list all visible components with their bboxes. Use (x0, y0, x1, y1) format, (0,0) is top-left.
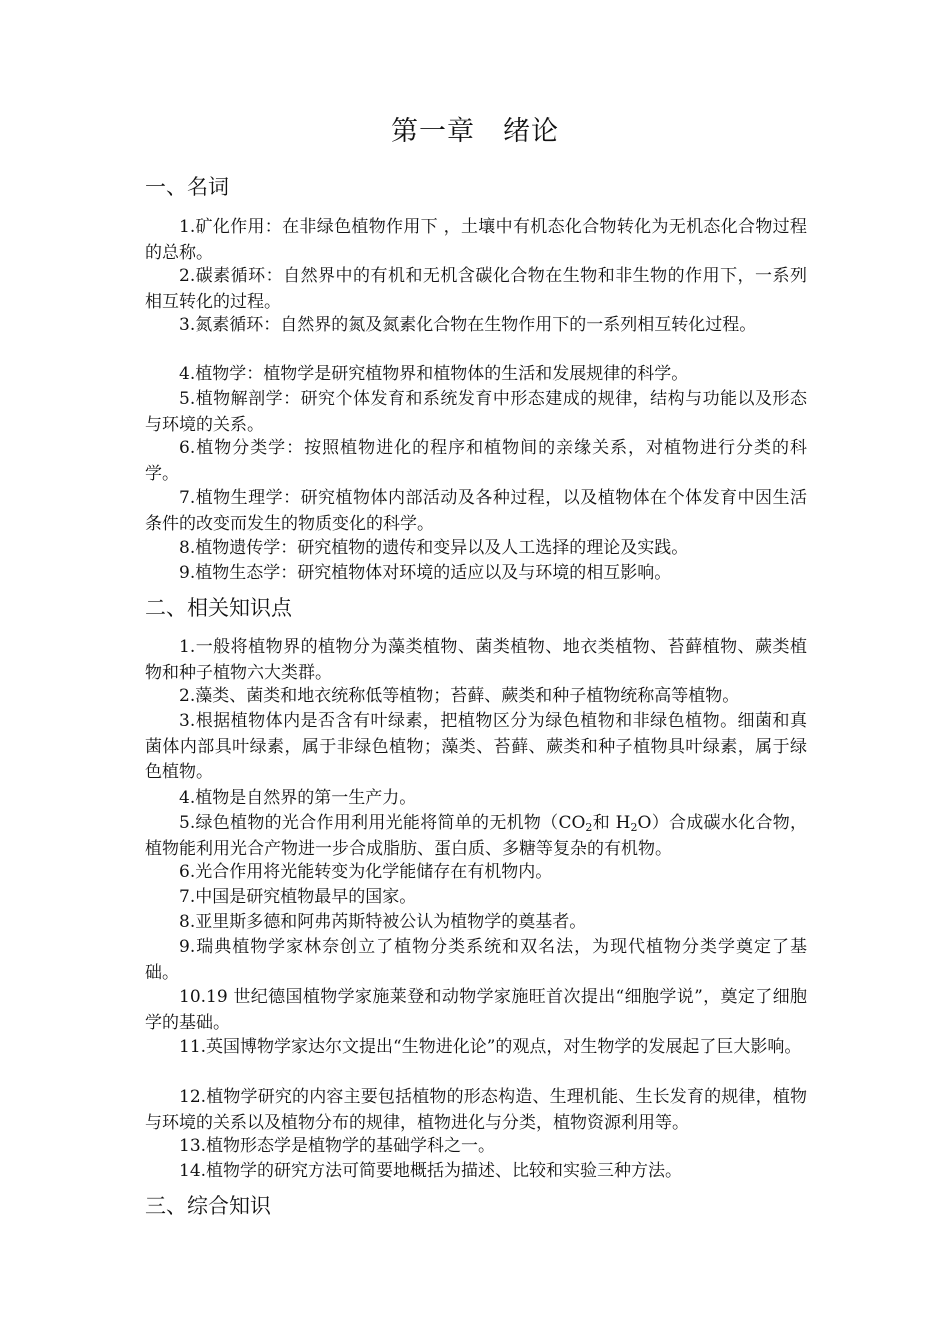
term-paragraph: 2.碳素循环：自然界中的有机和无机含碳化合物在生物和非生物的作用下，一系列相互转化的过程。 (145, 266, 807, 312)
section-heading-terms: 一、名词 (145, 175, 229, 199)
knowledge-paragraph: 14.植物学的研究方法可简要地概括为描述、比较和实验三种方法。 (179, 1161, 683, 1181)
p5-text-c: O）合成碳水化合物，植物能利用光合产物进一步合成脂肪、蛋白质、多糖等复杂的有机物。 (145, 813, 808, 859)
term-paragraph: 1.矿化作用：在非绿色植物作用下 ，土壤中有机态化合物转化为无机态化合物过程的总称。 (145, 217, 807, 263)
knowledge-paragraph-photosynthesis (145, 811, 807, 862)
term-paragraph: 9.植物生态学：研究植物体对环境的适应以及与环境的相互影响。 (179, 563, 672, 583)
knowledge-paragraph: 11.英国博物学家达尔文提出“生物进化论”的观点，对生物学的发展起了巨大影响。 (179, 1037, 802, 1057)
knowledge-paragraph: 9.瑞典植物学家林奈创立了植物分类系统和双名法，为现代植物分类学奠定了基础。 (145, 937, 807, 983)
knowledge-paragraph: 13.植物形态学是植物学的基础学科之一。 (179, 1136, 496, 1156)
term-paragraph: 3.氮素循环：自然界的氮及氮素化合物在生物作用下的一系列相互转化过程。 (179, 315, 757, 335)
co2-subscript: 2 (585, 821, 593, 834)
term-paragraph: 8.植物遗传学：研究植物的遗传和变异以及人工选择的理论及实践。 (179, 538, 689, 558)
p5-text-a: 5.绿色植物的光合作用利用光能将简单的无机物（CO (179, 813, 586, 833)
term-paragraph: 7.植物生理学：研究植物体内部活动及各种过程，以及植物体在个体发育中因生活条件的改变而发生的物质变化的科学。 (145, 488, 807, 534)
section-heading-comprehensive: 三、综合知识 (145, 1194, 271, 1218)
knowledge-paragraph: 4.植物是自然界的第一生产力。 (179, 788, 417, 808)
h2o-subscript: 2 (630, 821, 638, 834)
term-paragraph: 4.植物学：植物学是研究植物界和植物体的生活和发展规律的科学。 (179, 364, 689, 384)
knowledge-paragraph: 10.19 世纪德国植物学家施莱登和动物学家施旺首次提出“细胞学说”，奠定了细胞学的基础。 (145, 987, 807, 1033)
chapter-title: 第一章 绪论 (391, 116, 559, 147)
knowledge-paragraph: 3.根据植物体内是否含有叶绿素，把植物区分为绿色植物和非绿色植物。细菌和真菌体内部具叶绿素，属于非绿色植物；藻类、苔藓、蕨类和种子植物具叶绿素，属于绿色植物。 (145, 711, 807, 782)
term-paragraph: 6.植物分类学：按照植物进化的程序和植物间的亲缘关系，对植物进行分类的科学。 (145, 438, 807, 484)
knowledge-paragraph: 12.植物学研究的内容主要包括植物的形态构造、生理机能、生长发育的规律，植物与环境的关系以及植物分布的规律，植物进化与分类，植物资源利用等。 (145, 1087, 807, 1133)
knowledge-paragraph: 1.一般将植物界的植物分为藻类植物、菌类植物、地衣类植物、苔藓植物、蕨类植物和种子植物六大类群。 (145, 637, 807, 683)
knowledge-paragraph: 2.藻类、菌类和地衣统称低等植物；苔藓、蕨类和种子植物统称高等植物。 (179, 686, 740, 706)
knowledge-paragraph: 7.中国是研究植物最早的国家。 (179, 887, 417, 907)
knowledge-paragraph: 8.亚里斯多德和阿弗芮斯特被公认为植物学的奠基者。 (179, 912, 587, 932)
section-heading-knowledge-points: 二、相关知识点 (145, 596, 292, 620)
term-paragraph: 5.植物解剖学：研究个体发育和系统发育中形态建成的规律，结构与功能以及形态与环境的关系。 (145, 389, 807, 435)
p5-text-b: 和 H (592, 813, 631, 833)
knowledge-paragraph: 6.光合作用将光能转变为化学能储存在有机物内。 (179, 862, 553, 882)
